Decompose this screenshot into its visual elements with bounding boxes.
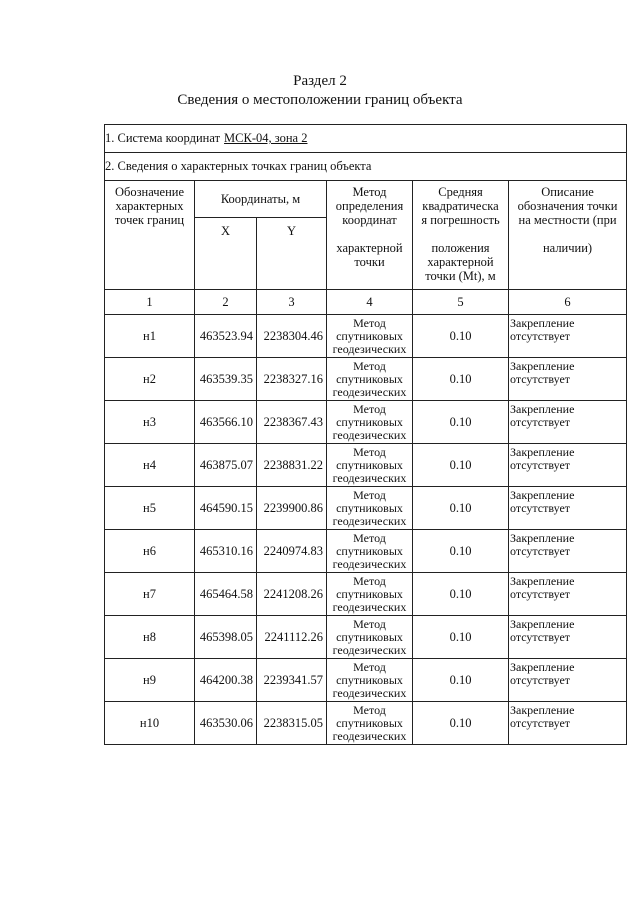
coord-y: 2238831.22	[257, 444, 327, 487]
coord-x: 464200.38	[195, 659, 257, 702]
point-id: н4	[105, 444, 195, 487]
coord-x: 463539.35	[195, 358, 257, 401]
error: 0.10	[413, 659, 509, 702]
table-row	[105, 444, 627, 487]
error: 0.10	[413, 487, 509, 530]
column-number: 3	[257, 290, 327, 315]
table-row	[105, 659, 627, 702]
error: 0.10	[413, 444, 509, 487]
header-coordinates: Координаты, м	[195, 181, 327, 218]
method: Метод спутниковых геодезических	[327, 702, 413, 745]
error: 0.10	[413, 401, 509, 444]
coord-y: 2241112.26	[257, 616, 327, 659]
error: 0.10	[413, 702, 509, 745]
description: Закрепление отсутствует	[509, 616, 627, 659]
coord-y: 2239341.57	[257, 659, 327, 702]
table-row	[105, 530, 627, 573]
header-method: Метод определения координат характерной точки	[327, 181, 413, 290]
coord-x: 463523.94	[195, 315, 257, 358]
description: Закрепление отсутствует	[509, 444, 627, 487]
method: Метод спутниковых геодезических	[327, 573, 413, 616]
table-row	[105, 315, 627, 358]
header-y: Y	[257, 218, 327, 290]
error: 0.10	[413, 573, 509, 616]
method: Метод спутниковых геодезических	[327, 616, 413, 659]
table-row	[105, 573, 627, 616]
coord-y: 2238315.05	[257, 702, 327, 745]
coord-x: 465464.58	[195, 573, 257, 616]
coord-y: 2240974.83	[257, 530, 327, 573]
point-id: н1	[105, 315, 195, 358]
method: Метод спутниковых геодезических	[327, 444, 413, 487]
coord-system-value: МСК-04, зона 2	[224, 131, 308, 145]
page-title: Сведения о местоположении границ объекта	[177, 92, 463, 108]
coord-system-row	[105, 125, 627, 153]
coord-system-cell	[105, 125, 627, 153]
description: Закрепление отсутствует	[509, 702, 627, 745]
description: Закрепление отсутствует	[509, 573, 627, 616]
description: Закрепление отсутствует	[509, 659, 627, 702]
boundary-table	[104, 124, 627, 745]
point-id: н10	[105, 702, 195, 745]
description: Закрепление отсутствует	[509, 530, 627, 573]
point-id: н3	[105, 401, 195, 444]
coord-x: 465310.16	[195, 530, 257, 573]
coord-x: 463875.07	[195, 444, 257, 487]
method: Метод спутниковых геодезических	[327, 358, 413, 401]
method: Метод спутниковых геодезических	[327, 487, 413, 530]
header-description: Описание обозначения точки на местности (при наличии)	[509, 181, 627, 290]
coord-system-label: 1. Система координат	[105, 131, 221, 145]
column-number: 2	[195, 290, 257, 315]
header-designation: Обозначение характерных точек границ	[105, 181, 195, 290]
header-row-1	[105, 181, 627, 218]
error: 0.10	[413, 530, 509, 573]
coord-y: 2238367.43	[257, 401, 327, 444]
points-section-label: 2. Сведения о характерных точках границ объекта	[105, 153, 627, 181]
column-number: 5	[413, 290, 509, 315]
coord-y: 2239900.86	[257, 487, 327, 530]
table-row	[105, 358, 627, 401]
coord-y: 2238304.46	[257, 315, 327, 358]
coord-x: 465398.05	[195, 616, 257, 659]
column-number: 1	[105, 290, 195, 315]
table-row	[105, 616, 627, 659]
point-id: н2	[105, 358, 195, 401]
column-numbers-row	[105, 290, 627, 315]
coord-y: 2241208.26	[257, 573, 327, 616]
points-section-row	[105, 153, 627, 181]
method: Метод спутниковых геодезических	[327, 530, 413, 573]
coord-y: 2238327.16	[257, 358, 327, 401]
error: 0.10	[413, 358, 509, 401]
description: Закрепление отсутствует	[509, 315, 627, 358]
point-id: н9	[105, 659, 195, 702]
point-id: н5	[105, 487, 195, 530]
coord-x: 463530.06	[195, 702, 257, 745]
error: 0.10	[413, 315, 509, 358]
coord-x: 464590.15	[195, 487, 257, 530]
table-row	[105, 487, 627, 530]
header-x: X	[195, 218, 257, 290]
point-id: н8	[105, 616, 195, 659]
point-id: н7	[105, 573, 195, 616]
table-row	[105, 702, 627, 745]
error: 0.10	[413, 616, 509, 659]
table-row	[105, 401, 627, 444]
method: Метод спутниковых геодезических	[327, 659, 413, 702]
description: Закрепление отсутствует	[509, 358, 627, 401]
column-number: 4	[327, 290, 413, 315]
coord-x: 463566.10	[195, 401, 257, 444]
header-error: Средняя квадратическа я погрешность положения характерной точки (Mt), м	[413, 181, 509, 290]
point-id: н6	[105, 530, 195, 573]
method: Метод спутниковых геодезических	[327, 401, 413, 444]
method: Метод спутниковых геодезических	[327, 315, 413, 358]
description: Закрепление отсутствует	[509, 401, 627, 444]
description: Закрепление отсутствует	[509, 487, 627, 530]
section-number: Раздел 2	[293, 73, 347, 89]
column-number: 6	[509, 290, 627, 315]
